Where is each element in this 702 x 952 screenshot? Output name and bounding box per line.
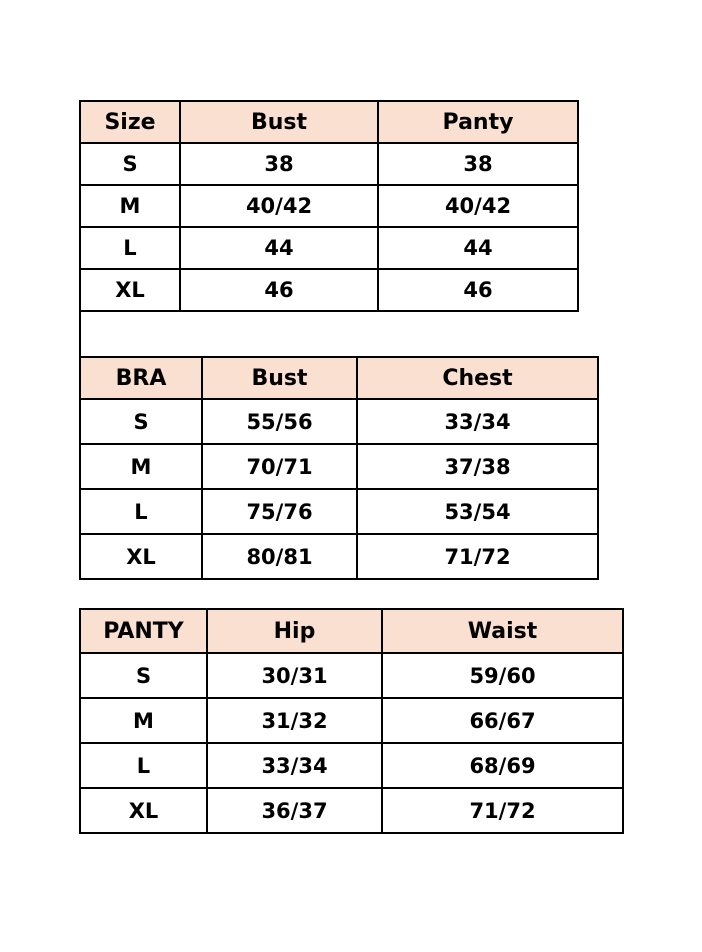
cell-chest: 71/72 [357, 534, 598, 579]
cell-bust: 40/42 [180, 185, 378, 227]
table-row [80, 743, 623, 788]
cell-waist: 59/60 [382, 653, 623, 698]
cell-bust: 46 [180, 269, 378, 311]
cell-hip: 31/32 [207, 698, 382, 743]
cell-size: M [80, 698, 207, 743]
cell-bust: 38 [180, 143, 378, 185]
column-header-panty: PANTY [80, 609, 207, 653]
table-header-row [80, 357, 598, 399]
cell-panty: 38 [378, 143, 578, 185]
column-header-hip: Hip [207, 609, 382, 653]
table-row [80, 185, 578, 227]
cell-size: XL [80, 269, 180, 311]
cell-panty: 40/42 [378, 185, 578, 227]
cell-hip: 33/34 [207, 743, 382, 788]
panty-chart-table [79, 608, 624, 834]
cell-size: M [80, 444, 202, 489]
cell-waist: 68/69 [382, 743, 623, 788]
cell-bust: 70/71 [202, 444, 357, 489]
cell-chest: 37/38 [357, 444, 598, 489]
cell-size: L [80, 489, 202, 534]
column-header-bust: Bust [180, 101, 378, 143]
table-row [80, 269, 578, 311]
column-header-waist: Waist [382, 609, 623, 653]
cell-chest: 33/34 [357, 399, 598, 444]
cell-bust: 80/81 [202, 534, 357, 579]
column-header-chest: Chest [357, 357, 598, 399]
bra-chart-table [79, 356, 599, 580]
table-row [80, 444, 598, 489]
cell-size: S [80, 143, 180, 185]
column-header-bust: Bust [202, 357, 357, 399]
table-header-row [80, 101, 578, 143]
cell-waist: 71/72 [382, 788, 623, 833]
column-header-size: Size [80, 101, 180, 143]
cell-size: L [80, 227, 180, 269]
column-header-bra: BRA [80, 357, 202, 399]
table-row [80, 227, 578, 269]
table-connector-line [79, 311, 81, 359]
cell-panty: 46 [378, 269, 578, 311]
cell-hip: 30/31 [207, 653, 382, 698]
cell-hip: 36/37 [207, 788, 382, 833]
table-row [80, 143, 578, 185]
cell-panty: 44 [378, 227, 578, 269]
cell-size: L [80, 743, 207, 788]
cell-size: S [80, 399, 202, 444]
cell-bust: 75/76 [202, 489, 357, 534]
cell-bust: 55/56 [202, 399, 357, 444]
cell-bust: 44 [180, 227, 378, 269]
cell-size: M [80, 185, 180, 227]
table-row [80, 399, 598, 444]
cell-size: XL [80, 788, 207, 833]
cell-chest: 53/54 [357, 489, 598, 534]
table-row [80, 788, 623, 833]
table-row [80, 489, 598, 534]
size-chart-table [79, 100, 579, 312]
column-header-panty: Panty [378, 101, 578, 143]
table-row [80, 653, 623, 698]
table-row [80, 534, 598, 579]
table-header-row [80, 609, 623, 653]
cell-size: S [80, 653, 207, 698]
cell-size: XL [80, 534, 202, 579]
table-row [80, 698, 623, 743]
cell-waist: 66/67 [382, 698, 623, 743]
